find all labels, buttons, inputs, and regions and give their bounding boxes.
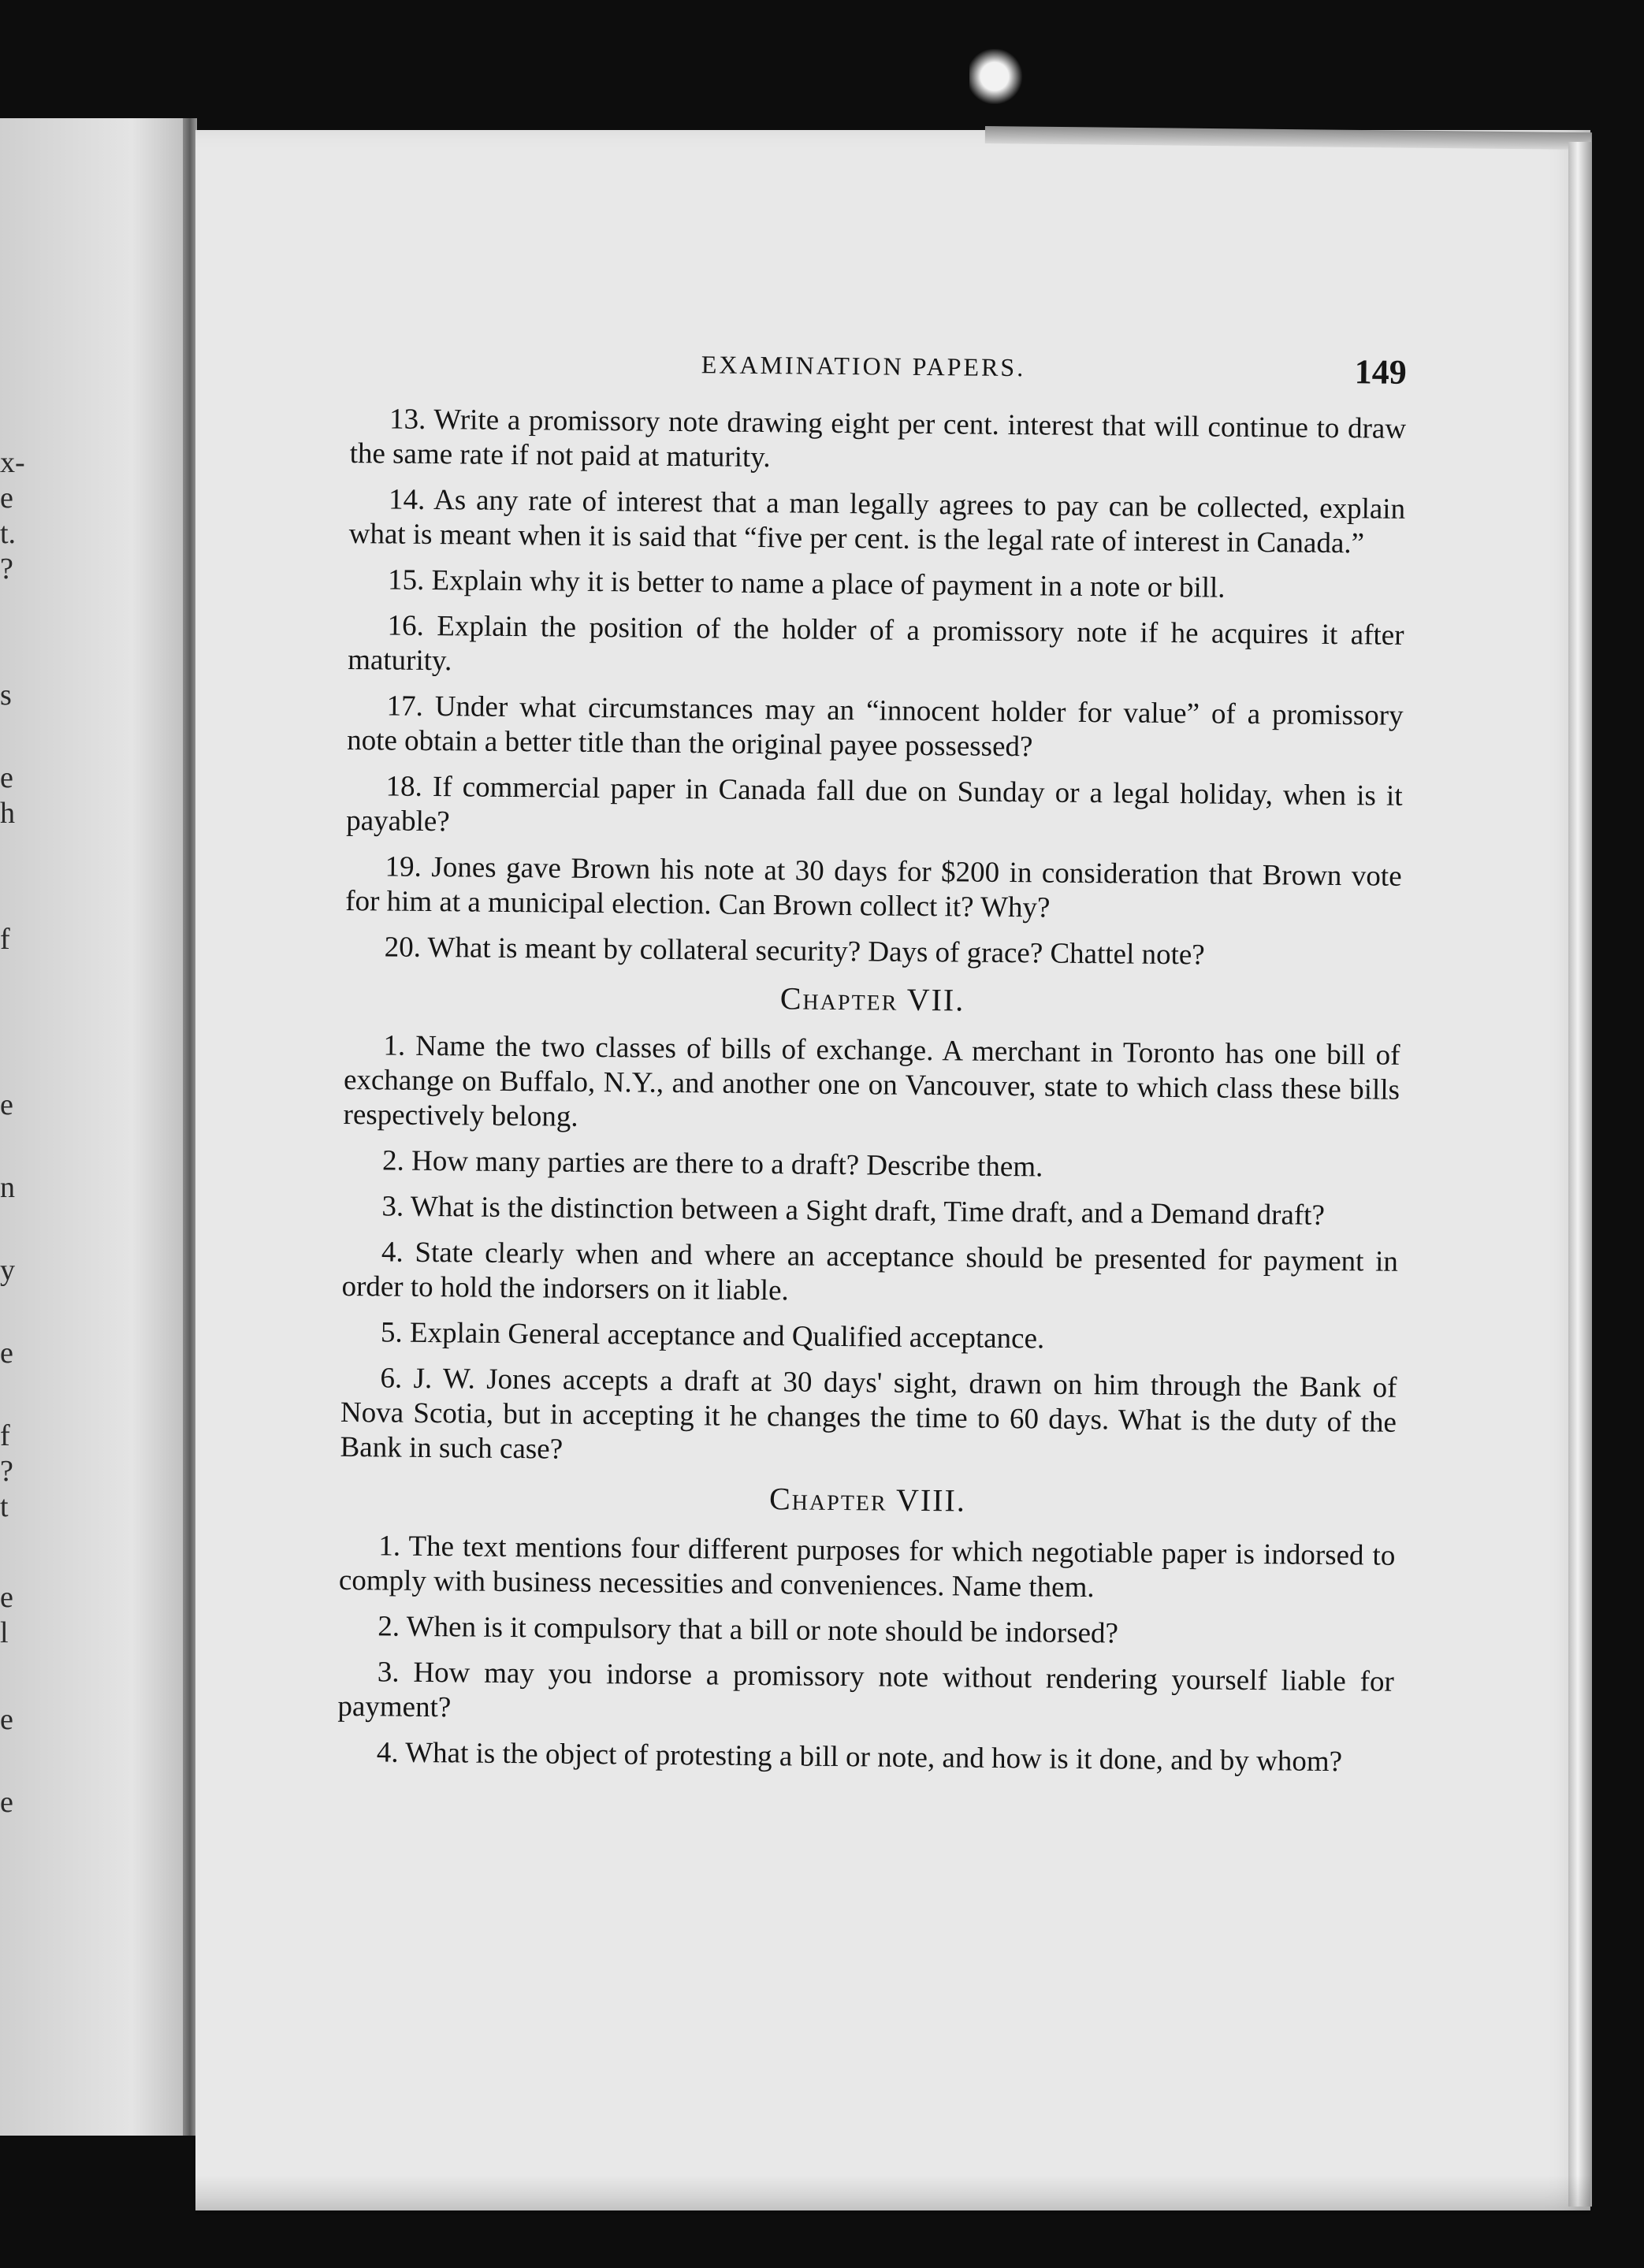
chapter-heading-vii: Chapter VII.	[779, 980, 965, 1018]
margin-fragment: f	[0, 923, 10, 956]
margin-fragment: e	[0, 481, 13, 515]
margin-fragment: e	[0, 1703, 13, 1736]
question-18: 18. If commercial paper in Canada fall due on Sunday or a legal holiday, when is it payable?	[346, 770, 1403, 838]
margin-fragment: e	[0, 1088, 13, 1121]
question-19: 19. Jones gave Brown his note at 30 days for $200 in consideration that Brown vote for him at a municipal election. Can Brown collect it? Why?	[345, 850, 1402, 924]
running-title: EXAMINATION PAPERS.	[701, 350, 1026, 382]
margin-fragment: ?	[0, 552, 13, 586]
facing-page-edge	[0, 118, 189, 2136]
question-vii-3: 3. What is the distinction between a Sight draft, Time draft, and a Demand draft?	[381, 1190, 1326, 1232]
margin-fragment: e	[0, 1786, 13, 1819]
page-bottom-shadow	[195, 2175, 1590, 2214]
margin-fragment: n	[0, 1171, 15, 1204]
question-13: 13. Write a promissory note drawing eight per cent. interest that will continue to draw the same rate if not paid at maturity.	[349, 403, 1407, 474]
margin-fragment: e	[0, 1337, 13, 1370]
question-vii-6: 6. J. W. Jones accepts a draft at 30 days' sight, drawn on him through the Bank of Nova Scotia, but in accepting it he changes the time to 60 days. What is the duty of the Bank in such case?	[340, 1362, 1397, 1466]
page-number: 149	[1354, 352, 1407, 392]
question-vii-1: 1. Name the two classes of bills of exchange. A merchant in Toronto has one bill of exchange on Buffalo, N.Y., and another one on Vancouver, state to which class these bills respectively belong.	[343, 1029, 1400, 1133]
margin-fragment: f	[0, 1419, 10, 1452]
margin-fragment: s	[0, 679, 12, 712]
margin-fragment: t.	[0, 517, 17, 550]
margin-fragment: e	[0, 1581, 13, 1614]
question-16: 16. Explain the position of the holder of a promissory note if he acquires it after maturity.	[347, 609, 1404, 678]
question-viii-4: 4. What is the object of protesting a bill or note, and how is it done, and by whom?	[376, 1736, 1343, 1779]
question-vii-4: 4. State clearly when and where an acceptance should be presented for payment in order to hold the indorsers on it liable.	[341, 1236, 1399, 1307]
chapter-heading-viii: Chapter VIII.	[768, 1481, 967, 1519]
question-17: 17. Under what circumstances may an “innocent holder for value” of a promissory note obtain a better title than the original payee possessed?	[347, 690, 1404, 764]
running-head	[350, 347, 1407, 412]
question-vii-5: 5. Explain General acceptance and Qualified acceptance.	[380, 1316, 1045, 1355]
page-content	[337, 347, 1407, 1791]
margin-fragment: h	[0, 797, 15, 830]
margin-fragment: e	[0, 761, 13, 794]
margin-fragment: l	[0, 1616, 9, 1649]
question-viii-2: 2. When is it compulsory that a bill or note should be indorsed?	[378, 1610, 1119, 1650]
margin-fragment: y	[0, 1254, 15, 1287]
question-vii-2: 2. How many parties are there to a draft? Describe them.	[381, 1144, 1043, 1184]
margin-fragment: ?	[0, 1455, 13, 1488]
question-viii-1: 1. The text mentions four different purposes for which negotiable paper is indorsed to comply with business necessities and conveniences. Name them.	[338, 1530, 1396, 1604]
margin-fragment: x-	[0, 446, 25, 479]
scan-speck	[969, 49, 1032, 104]
question-15: 15. Explain why it is better to name a place of payment in a note or bill.	[387, 563, 1226, 604]
question-20: 20. What is meant by collateral security? Days of grace? Chattel note?	[384, 931, 1205, 972]
margin-fragment: t	[0, 1490, 9, 1523]
question-14: 14. As any rate of interest that a man legally agrees to pay can be collected, explain what is meant when it is said that “five per cent. is the legal rate of interest in Canada.”	[348, 483, 1406, 560]
page-fore-edge	[1568, 142, 1592, 2207]
question-viii-3: 3. How may you indorse a promissory note without rendering yourself liable for payment?	[337, 1656, 1394, 1724]
